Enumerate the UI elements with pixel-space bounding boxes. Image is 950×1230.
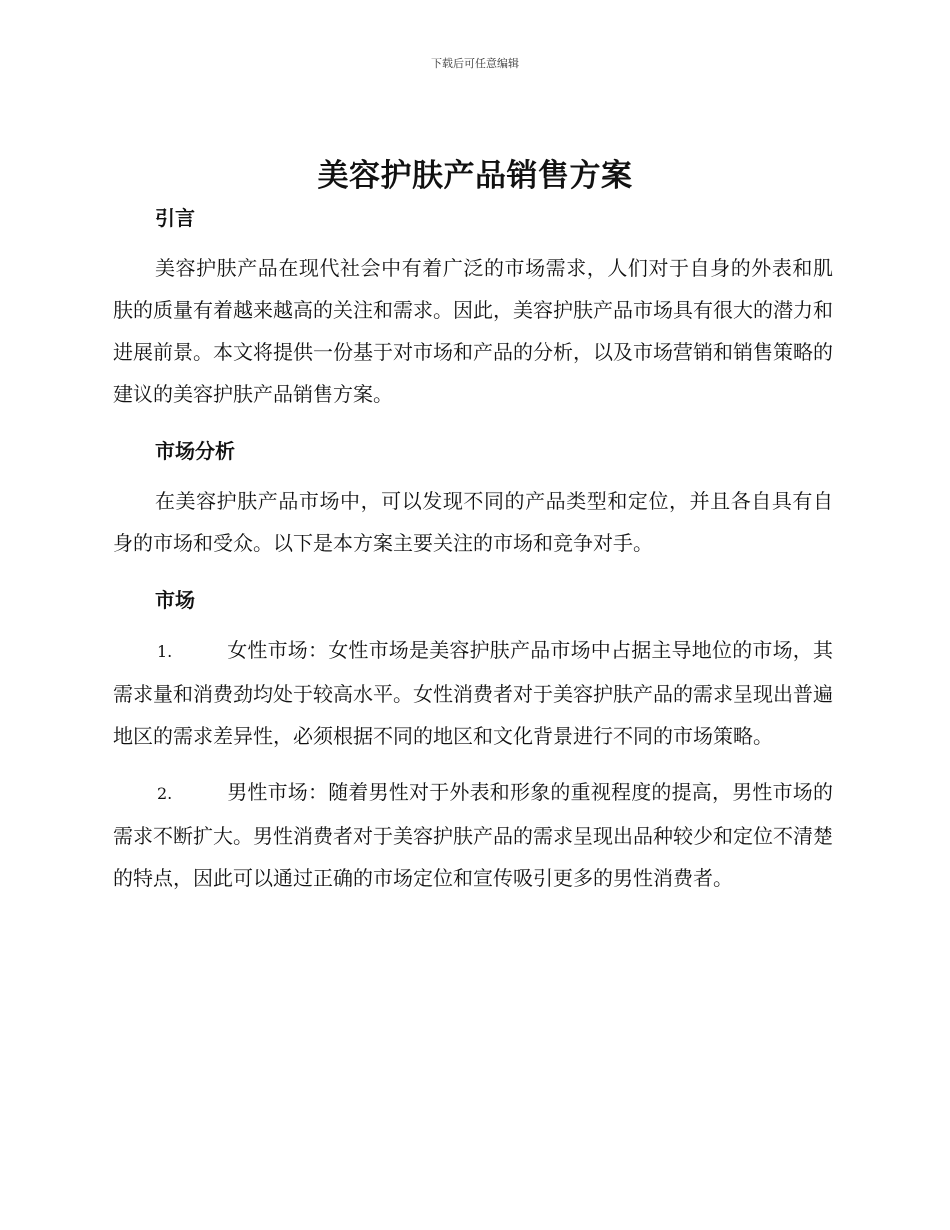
list-item [113,771,833,899]
section-heading-market: 市场 [155,588,195,612]
list-item-text: 女性市场：女性市场是美容护肤产品市场中占据主导地位的市场，其需求量和消费劲均处于较高水平。女性消费者对于美容护肤产品的需求呈现出普遍地区的需求差异性，必须根据不同的地区和文化背景进行不同的市场策略。 [113,638,833,748]
list-item-number: 1. [157,642,173,661]
paragraph-intro: 美容护肤产品在现代社会中有着广泛的市场需求，人们对于自身的外表和肌肤的质量有着越来越高的关注和需求。因此，美容护肤产品市场具有很大的潜力和进展前景。本文将提供一份基于对市场和产品的分析，以及市场营销和销售策略的建议的美容护肤产品销售方案。 [113,256,833,406]
list-item [113,629,833,757]
document-body [113,200,833,899]
header-note: 下载后可任意编辑 [431,57,519,70]
paragraph-market-analysis: 在美容护肤产品市场中，可以发现不同的产品类型和定位，并且各自具有自身的市场和受众。以下是本方案主要关注的市场和竞争对手。 [113,489,833,555]
section-heading-market-analysis: 市场分析 [155,439,235,463]
section-heading-intro: 引言 [155,206,195,230]
document-title: 美容护肤产品销售方案 [317,158,633,194]
list-item-number: 2. [157,784,173,803]
list-item-text: 男性市场：随着男性对于外表和形象的重视程度的提高，男性市场的需求不断扩大。男性消费者对于美容护肤产品的需求呈现出品种较少和定位不清楚的特点，因此可以通过正确的市场定位和宣传吸引更多的男性消费者。 [113,780,833,890]
